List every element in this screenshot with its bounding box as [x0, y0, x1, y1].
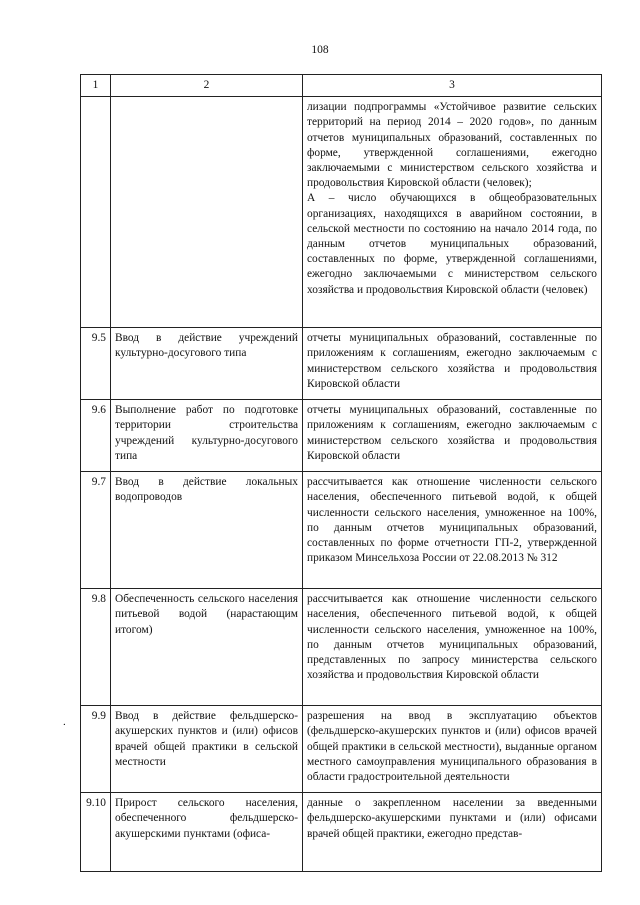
- row-number: 9.9: [81, 706, 111, 793]
- page-number: 108: [311, 44, 329, 56]
- indicator-name: Прирост сельского населения, обеспеченного фельдшерско-акушерскими пунктами (офиса-: [111, 793, 303, 872]
- data-source: отчеты муниципальных образований, составленные по приложениям к соглашениям, ежегодно заключаемым с министерством сельского хозяйства и продовольствия Кировской области: [303, 400, 602, 472]
- margin-mark: .: [63, 716, 66, 728]
- header-cell-1: 1: [81, 75, 111, 97]
- table-row: [81, 706, 602, 793]
- indicator-name: Ввод в действие локальных водопроводов: [111, 472, 303, 589]
- row-number: 9.6: [81, 400, 111, 472]
- row-number: 9.8: [81, 589, 111, 706]
- data-source: рассчитывается как отношение численности сельского населения, обеспеченного питьевой водой, к общей численности сельского населения, умноженное на 100%, по данным отчетов муниципальных образований, составленных по форме отчетности ГП-2, утвержденной приказом Минсельхоза России от 22.08.2013 № 312: [303, 472, 602, 589]
- indicator-table: [80, 74, 602, 872]
- data-source: рассчитывается как отношение численности сельского населения, обеспеченного питьевой водой, к общей численности сельского населения, умноженное на 100%, по данным отчетов муниципальных образований, представленных по запросу министерства сельского хозяйства и продовольствия Кировской области: [303, 589, 602, 706]
- table-row: [81, 793, 602, 872]
- table-row: [81, 472, 602, 589]
- data-source: отчеты муниципальных образований, составленные по приложениям к соглашениям, ежегодно заключаемым с министерством сельского хозяйства и продовольствия Кировской области: [303, 328, 602, 400]
- indicator-name: Обеспеченность сельского населения питьевой водой (нарастающим итогом): [111, 589, 303, 706]
- table-row-continuation: [81, 97, 602, 328]
- indicator-cell: [111, 97, 303, 328]
- source-paragraph: лизации подпрограммы «Устойчивое развитие сельских территорий на период 2014 – 2020 годов», по данным отчетов муниципальных образований, составленных по форме, утвержденной соглашениями, ежегодно заключаемыми с министерством сельского хозяйства и продовольствия Кировской области (человек);: [307, 101, 597, 190]
- source-paragraph: А – число обучающихся в общеобразовательных организациях, находящихся в аварийном состоянии, в сельской местности по состоянию на начало 2014 года, по данным отчетов муниципальных образований, составленных по форме, утвержденной соглашениями, ежегодно заключаемыми с министерством сельского хозяйства и продовольствия Кировской области (человек): [307, 192, 597, 296]
- data-source: данные о закрепленном населении за введенными фельдшерско-акушерскими пунктами и (или) офисами врачей общей практики, ежегодно представ-: [303, 793, 602, 872]
- source-cell: [303, 97, 602, 328]
- row-number-cell: [81, 97, 111, 328]
- indicator-name: Ввод в действие фельдшерско-акушерских пунктов и (или) офисов врачей общей практики в сельской местности: [111, 706, 303, 793]
- table-row: [81, 589, 602, 706]
- row-number: 9.10: [81, 793, 111, 872]
- row-number: 9.7: [81, 472, 111, 589]
- indicator-name: Ввод в действие учреждений культурно-досугового типа: [111, 328, 303, 400]
- header-cell-3: 3: [303, 75, 602, 97]
- header-cell-2: 2: [111, 75, 303, 97]
- table-row: [81, 400, 602, 472]
- data-source: разрешения на ввод в эксплуатацию объектов (фельдшерско-акушерских пунктов и (или) офисов врачей общей практики в сельской местности), выданные органом местного самоуправления муниципального образования в области градостроительной деятельности: [303, 706, 602, 793]
- row-number: 9.5: [81, 328, 111, 400]
- indicator-name: Выполнение работ по подготовке территории строительства учреждений культурно-досугового типа: [111, 400, 303, 472]
- table-row: [81, 328, 602, 400]
- table-header-row: [81, 75, 602, 97]
